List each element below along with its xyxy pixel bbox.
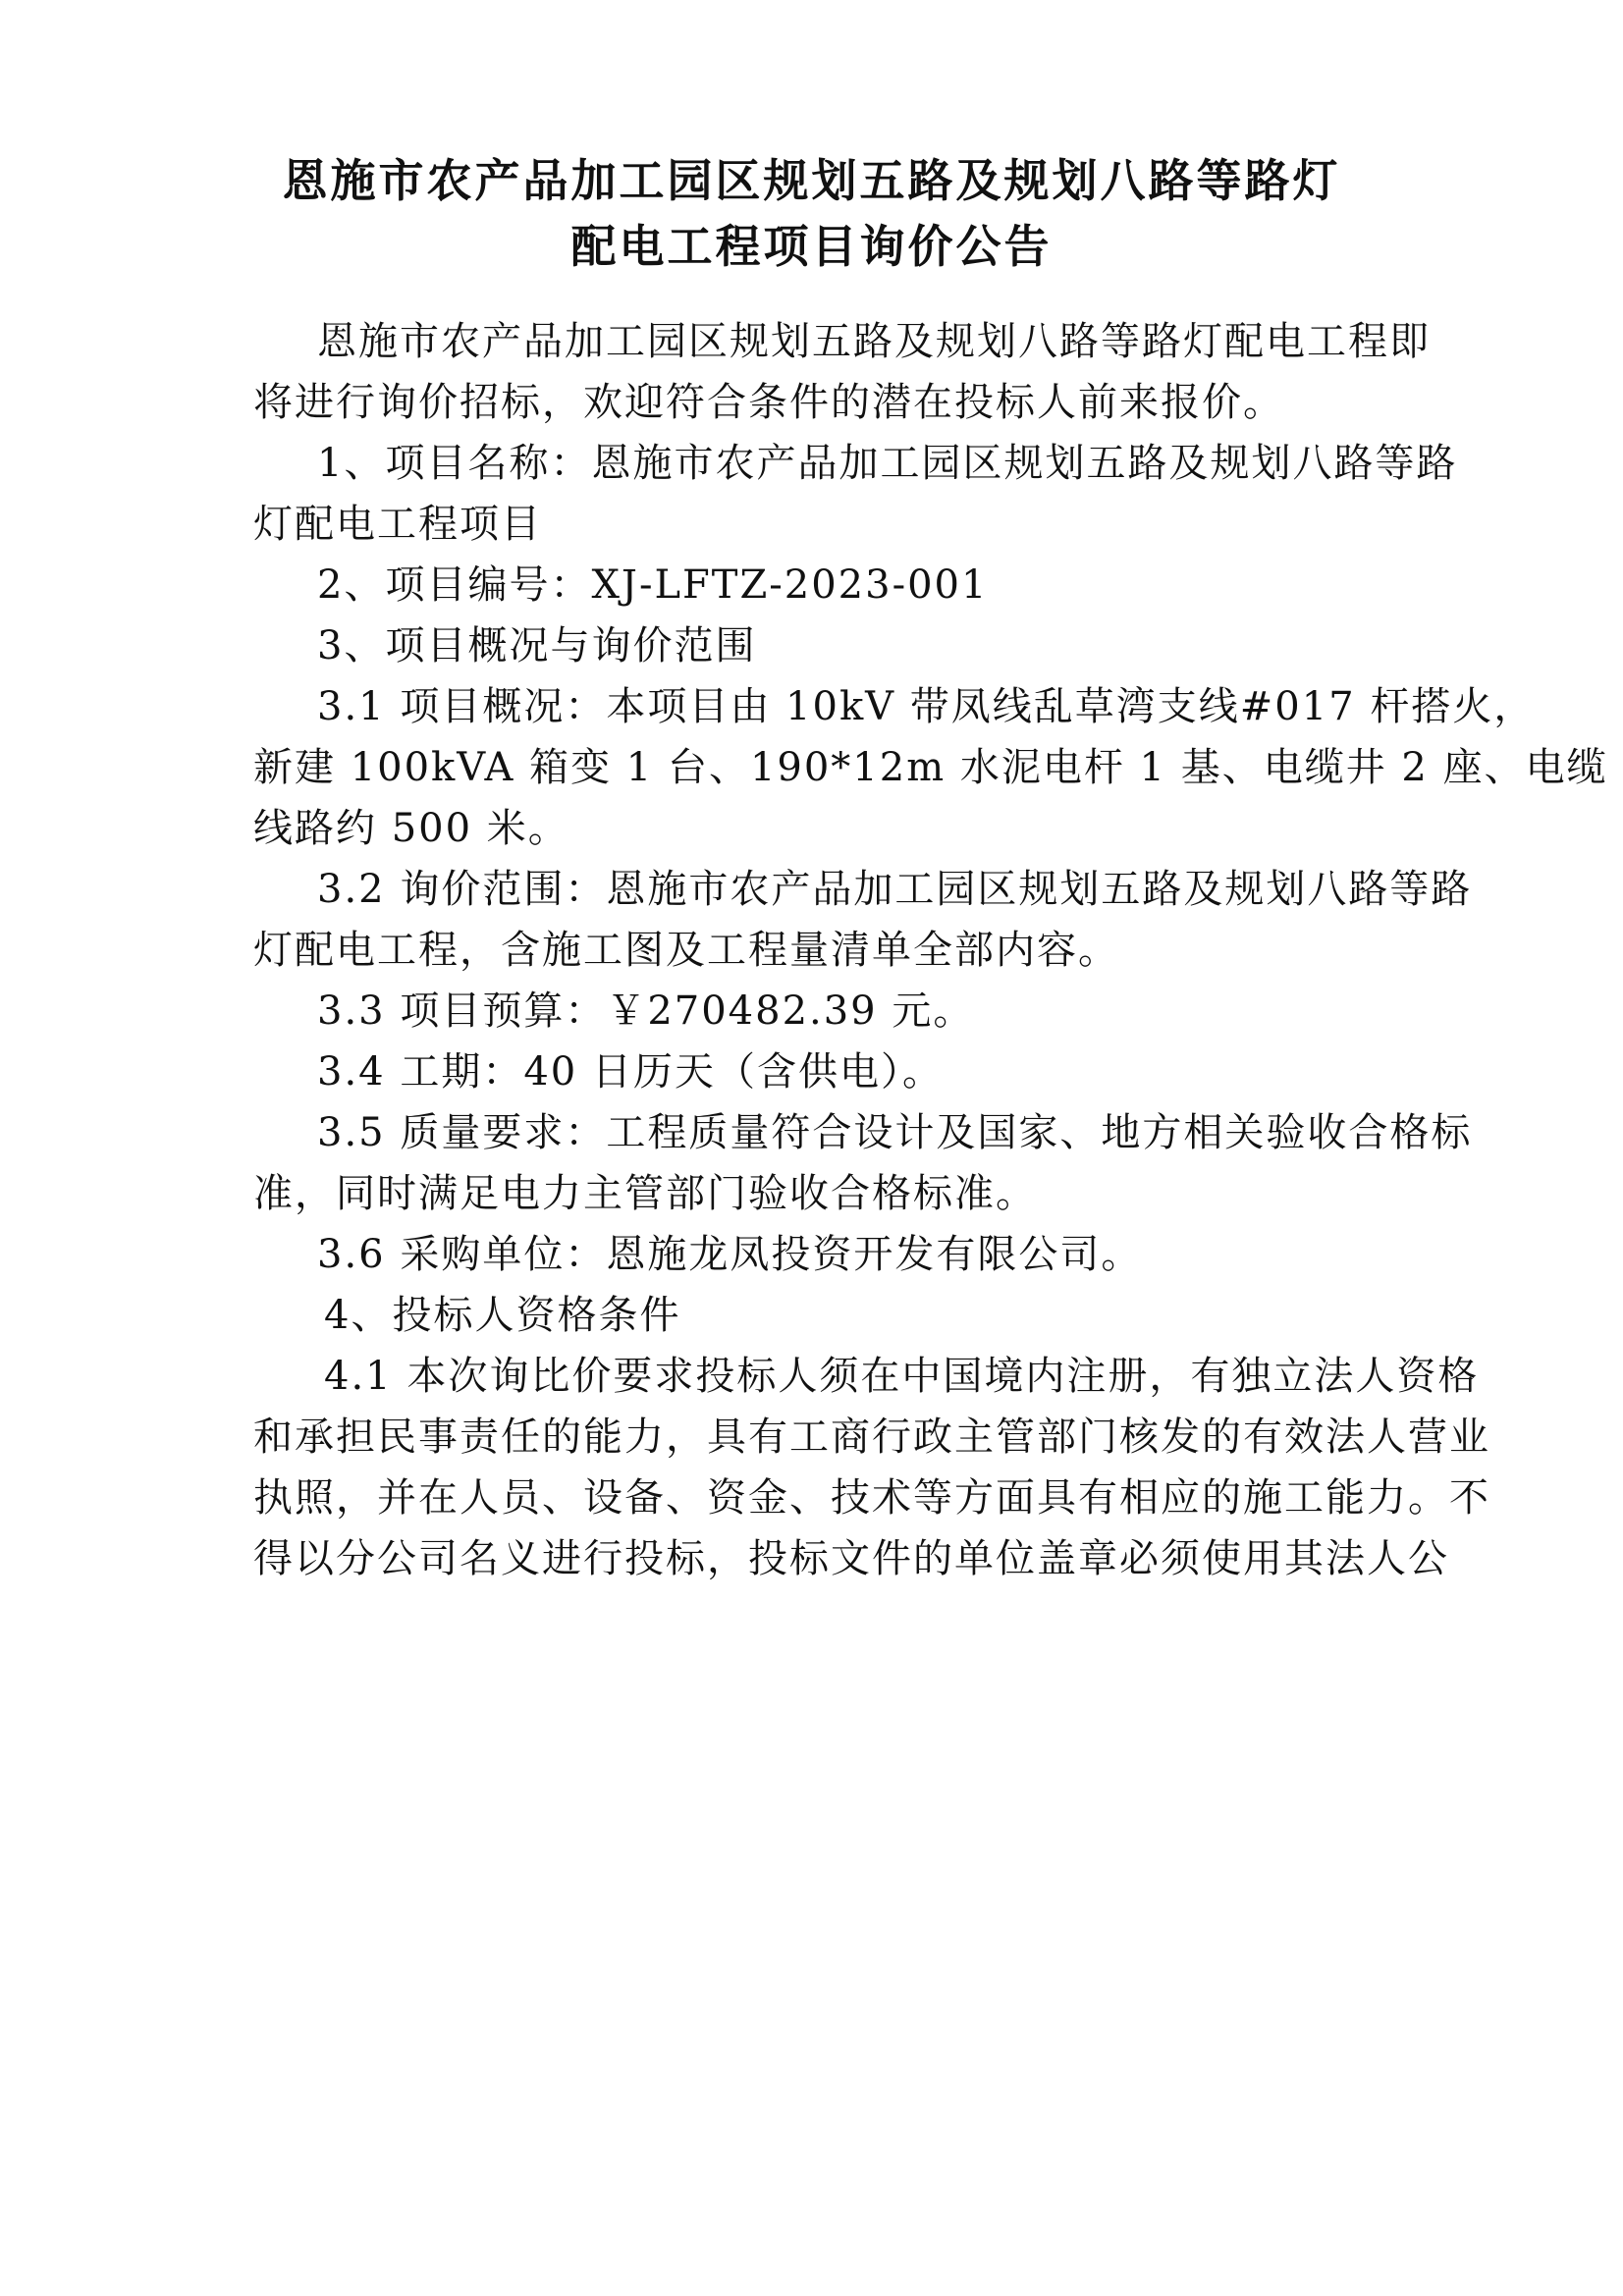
intro-line-2: 将进行询价招标，欢迎符合条件的潜在投标人前来报价。 [253,380,1284,425]
section-1-line-2: 灯配电工程项目 [253,502,542,547]
section-3-1-line-3: 线路约 500 米。 [253,806,569,851]
intro-line-1: 恩施市农产品加工园区规划五路及规划八路等路灯配电工程即 [317,319,1431,364]
section-4-heading: 4、投标人资格条件 [324,1293,681,1338]
section-3-1-line-1: 3.1 项目概况：本项目由 10kV 带凤线乱草湾支线#017 杆搭火， [317,684,1536,729]
title-line-2: 配电工程项目询价公告 [570,220,1053,273]
section-2-project-number: 2、项目编号：XJ-LFTZ-2023-001 [317,562,989,608]
section-4-1-line-4: 得以分公司名义进行投标，投标文件的单位盖章必须使用其法人公 [253,1536,1449,1581]
section-3-3-budget: 3.3 项目预算：￥270482.39 元。 [317,988,975,1034]
section-3-6-purchaser: 3.6 采购单位：恩施龙凤投资开发有限公司。 [317,1232,1143,1277]
section-3-2-line-2: 灯配电工程，含施工图及工程量清单全部内容。 [253,928,1119,973]
section-4-1-line-1: 4.1 本次询比价要求投标人须在中国境内注册，有独立法人资格 [324,1354,1480,1399]
section-4-1-line-2: 和承担民事责任的能力，具有工商行政主管部门核发的有效法人营业 [253,1415,1490,1460]
title-line-1: 恩施市农产品加工园区规划五路及规划八路等路灯 [282,154,1341,207]
section-3-heading: 3、项目概况与询价范围 [317,623,757,668]
section-1-line-1: 1、项目名称：恩施市农产品加工园区规划五路及规划八路等路 [317,441,1458,486]
section-3-5-line-2: 准，同时满足电力主管部门验收合格标准。 [253,1171,1037,1216]
section-4-1-line-3: 执照，并在人员、设备、资金、技术等方面具有相应的施工能力。不 [253,1475,1490,1521]
section-3-4-duration: 3.4 工期：40 日历天（含供电）。 [317,1049,944,1095]
section-3-5-line-1: 3.5 质量要求：工程质量符合设计及国家、地方相关验收合格标 [317,1110,1473,1155]
section-3-2-line-1: 3.2 询价范围：恩施市农产品加工园区规划五路及规划八路等路 [317,867,1473,912]
section-3-1-line-2: 新建 100kVA 箱变 1 台、190*12m 水泥电杆 1 基、电缆井 2 座、电缆 [253,745,1608,790]
